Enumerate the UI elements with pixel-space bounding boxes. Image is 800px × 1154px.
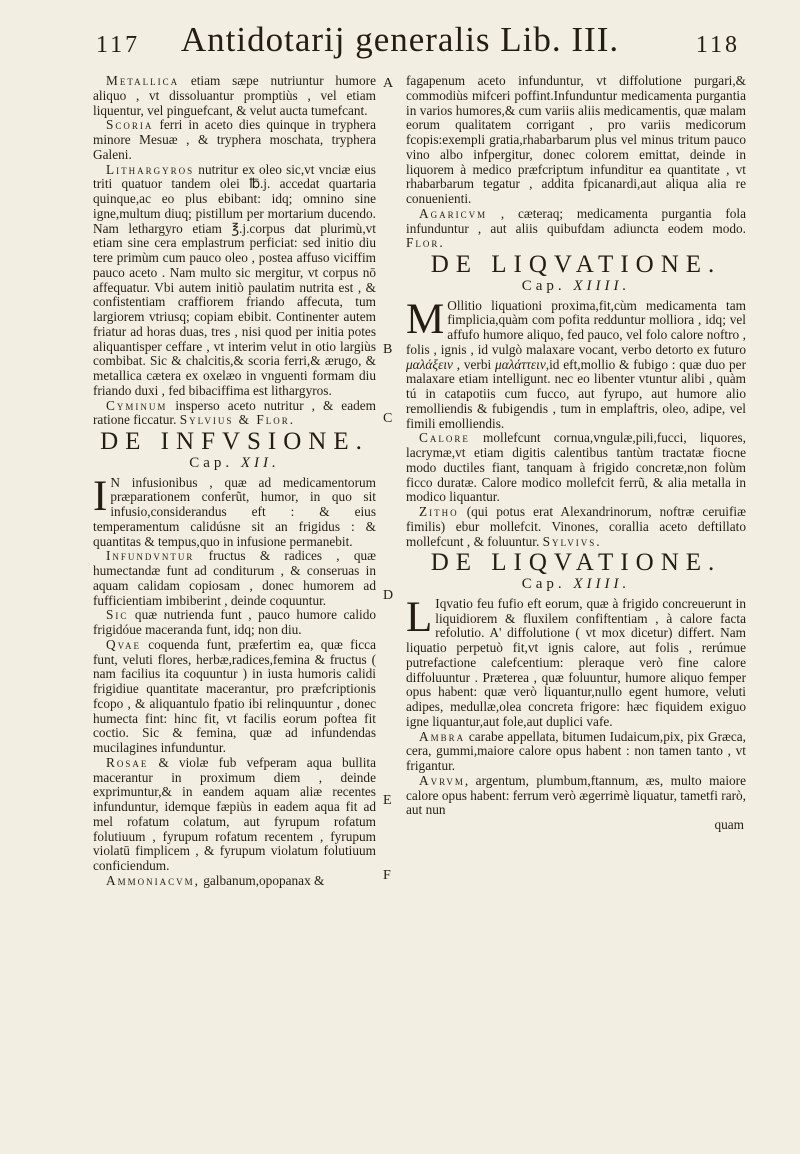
- lead-word: Agaricvm: [419, 205, 488, 221]
- section-heading-infusione: DE INFVSIONE.: [100, 428, 369, 455]
- paragraph-liquatio: [406, 593, 746, 730]
- running-title: Antidotarij generalis Lib. III.: [180, 20, 620, 59]
- paragraph-zitho: [406, 505, 746, 549]
- paragraph-rosae: [93, 756, 376, 874]
- margin-letter-a: A: [383, 76, 394, 91]
- greek-word: μαλάττειν: [495, 356, 546, 372]
- greek-word: μαλάξειν: [406, 356, 453, 372]
- paragraph-text: carabe appellata, bitumen Iudaicum,pix, pix Græca, cera, gummi,maiore calore opus habent : non tamen tanto , vt frigantur.: [406, 728, 746, 773]
- paragraph-agaricum: [406, 207, 746, 251]
- paragraph-text: N infusionibus , quæ ad medicamentorum præparationem conferũt, humor, in quo sit infusio,considerandus eft : & eius temperamentum calidúsne sit an frigidus : & quantitas & tempus,quo in infusione permanebit.: [93, 474, 376, 549]
- chapter-word: Cap.: [521, 576, 566, 592]
- paragraph-text: , verbi: [452, 356, 496, 372]
- paragraph-text: Iqvatio feu fufio eft eorum, quæ à frigido concreuerunt in liquidiorem & fluxilem confiftentiam , à calore facta refolutio. A' diffolutione ( vt mox dicetur) differt. Nam liquatio perpetuò fit,vt ignis calore, aut folis , rerúmue putrefactione calefcentium: pleraque verò fine calore diffoluuntur . Præterea , quæ foluuntur, humore aliquo femper opus habent: quæ verò liquantur,nullo egent humore, veluti adipes, medullæ,olea concreta frigore: hæc fiquidem exiguo igne liquantur,aut fole,aut duplici vafe.: [406, 595, 746, 729]
- paragraph-text: Ollitio liquationi proxima,fit,cùm medicamenta tam fimplicia,quàm com pofita redduntur molliora , idq; vel affufo humore aliquo, fed pauco, vel folo calore noftro , folis , ignis , id vulgò malaxare vocant, verbo detorto ex futuro: [406, 297, 746, 357]
- author-attribution: Sylvius & Flor.: [179, 412, 296, 428]
- paragraph-text: & violæ fub vefperam aqua bullita macerantur in proximum diem , deinde exprimuntur,& in eandem aquam aliæ recentes infunduntur, idemque fæpiùs in eadem aqua fit ad mel rofatum colatum, aut fyrupum rofatum folutiuum , fyrupum rofatum recentem , fyrupum violatū fimplicem , & fyrupum violatum folutiuum conficiendum.: [93, 754, 376, 873]
- margin-letter-e: E: [383, 793, 392, 808]
- lead-word: Qvae: [106, 636, 141, 652]
- chapter-number: XII.: [240, 454, 280, 471]
- right-page-number: 118: [695, 32, 740, 58]
- paragraph-calore: [406, 431, 746, 505]
- lead-word: Metallica: [106, 73, 180, 88]
- margin-letter-f: F: [383, 868, 391, 883]
- section-heading-mollitione: DE LIQVATIONE.: [430, 251, 722, 278]
- paragraph-text: ,id eft,mollio & fubigo : quæ duo per malaxare etiam intelligunt. nec eo libenter vtuntur alibi , quàm tú in catapotiis cum fucco, aut fyrupo, aut humore alio remolliendis & fubigendis , tum in emplaftris, oleo, adipe, vel fimili emolliendis.: [406, 356, 746, 431]
- paragraph-text: nutritur ex oleo sic,vt vnciæ eius triti quatuor tandem olei ℔.j. accedat quartaria quinque,ac eo plus ebibant: idq; omnino sine igne,multum diuq; pistillum per mortarium ducendo. Nam lethargyro etiam ℥.j.corpus dat plurimù,vt etiam sine cera emplastrum perficiat: sed initio diu tere primùm cum pauco oleo , postea affuso viciffim pauco aceto . Nam multo sic mergitur, vt corpus nō affequatur. Vbi autem initiò paulatim nutrita est , & confistentiam craffiorem friando affecuta, tum largiorem vtriusq; copiam ebibit. Continenter autem friatur ad horas duas, tres , nisi quod per initia potes aliquantisper ceffare , vt interim velut in otio largiùs combibat. Sic & chalcitis,& scoria ferri,& ærugo, & metallica cætera ex oxelæo in vnguenti formam diu friando duxi , fed bibaciffima est lithargyros.: [93, 161, 376, 398]
- chapter-label: [406, 279, 746, 294]
- paragraph-infusionibus: [93, 472, 376, 550]
- paragraph-text: mollefcunt cornua,vngulæ,pili,fucci, liquores, lacrymæ,vt etiam digitis calentibus tantùm tractatæ fiocne modo ductiles fiant, tanquam à frigido concretæ,non folùm ficco duratæ. Calore modico mollefcit ferrũ, & alia metalla in modico liquantur.: [406, 430, 746, 505]
- left-column: [93, 74, 376, 889]
- paragraph-text: quæ nutrienda funt , pauco humore calido frigidóue maceranda funt, idq; non diu.: [93, 607, 376, 637]
- paragraph-text: etiam sæpe nutriuntur humore aliquo , vt dissoluantur promptiùs , vel etiam liquentur, vel pinguefcant, & velut aucta tumefcant.: [93, 73, 376, 118]
- running-head: [0, 12, 800, 64]
- paragraph-sagapenum: [406, 74, 746, 207]
- paragraph-text: galbanum,opopanax &: [199, 872, 325, 888]
- margin-letter-c: C: [383, 411, 393, 426]
- margin-letter-b: B: [383, 342, 393, 357]
- paragraph-sic: [93, 608, 376, 638]
- lead-word: Ambra: [419, 728, 466, 744]
- chapter-label: [406, 577, 746, 592]
- paragraph-mollitio: [406, 295, 746, 432]
- left-page-number: 117: [96, 32, 141, 58]
- paragraph-text: ferri in aceto dies quinque in tryphera minore Mesuæ , & tryphera moschata, tryphera Galeni.: [93, 117, 376, 162]
- paragraph-quae: [93, 638, 376, 756]
- lead-word: Zitho: [419, 504, 459, 519]
- drop-cap: M: [406, 295, 445, 343]
- paragraph-text: (qui potus erat Alexandrinorum, noftræ ceruifiæ fimilis) ebur mollefcit. Vinones, corallia aceto deftillato mollefcunt , & foluuntur.: [406, 504, 746, 549]
- lead-word: Scoria: [106, 117, 154, 133]
- lead-word: Rosae: [106, 754, 149, 770]
- catchword: quam: [714, 817, 744, 832]
- lead-word: Ammoniacvm,: [106, 872, 200, 888]
- paragraph-text: , argentum, plumbum,ftannum, æs, multo maiore calore opus habent: ferrum verò ægerrimè liquatur, tametfi rarò, aut nun: [406, 772, 746, 818]
- chapter-number: XIIII.: [573, 277, 631, 294]
- author-attribution: Flor.: [406, 235, 445, 251]
- lead-word: Calore: [419, 430, 470, 446]
- paragraph-text: coquenda funt, præfertim ea, quæ ficca funt, veluti flores, herbæ,radices,femina & fructus ( nam facilius ita coquuntur ) in iusta humoris calidi frigidiue quantitate macerantur, pro præfcriptionis fcopo , & aliquantulo fpatio ibi relinquuntur , donec humecta fint: hinc fit, vt facilis eorum poftea fit coctio. Sic & femina, quæ ad infundendas mucilagines infunduntur.: [93, 636, 376, 755]
- right-column: [406, 74, 746, 833]
- lead-word: Sic: [106, 607, 129, 623]
- paragraph-aurum: [406, 774, 746, 818]
- paragraph-text: fagapenum aceto infunduntur, vt diffolutione purgari,& commodiùs mifceri poffint.Infunduntur medicamenta purgantia in varios humores,& cum variis aliis medicamentis, quæ malam eorum qualitatem corrigant , pro variis medicorum fcopis:exempli gratia,rhabarbarum plus vel minus tritum pauco vino albo infpergitur, donec colorem emittat, deinde in liquorem à medico præfcriptum infunditur ea quantitate , vt rhabarbarum tegatur , addita fpicanardi,aut aliqua alia re conuenienti.: [406, 73, 746, 206]
- lead-word: Lithargyros: [106, 161, 195, 177]
- paragraph-ammoniacum: [93, 874, 376, 889]
- lead-word: Avrvm: [419, 772, 465, 788]
- paragraph-text: inspersо aceto nutritur , & eadem ratione ficcatur.: [93, 397, 376, 428]
- margin-letter-d: D: [383, 588, 394, 603]
- paragraph-text: fructus & radices , quæ humectandæ funt ad conditurum , & conseruas in aquam calidam copiosam , donec humorem ad fufficientiam imbiberint , deinde coquuntur.: [93, 548, 376, 608]
- chapter-word: Cap.: [521, 277, 566, 294]
- paragraph-scoria: [93, 118, 376, 162]
- chapter-word: Cap.: [189, 454, 234, 471]
- paragraph-ambra: [406, 730, 746, 774]
- drop-cap: L: [406, 593, 433, 641]
- section-heading-liquatione: DE LIQVATIONE.: [430, 549, 722, 577]
- chapter-label: [93, 456, 376, 471]
- lead-word: Infundvntur: [106, 548, 195, 564]
- author-attribution: Sylvivs.: [542, 533, 602, 549]
- paragraph-text: , cæteraq; medicamenta purgantia fola infunduntur , aut aliis quibufdam adiuncta eodem modo.: [406, 205, 746, 236]
- paragraph-lithargyros: [93, 163, 376, 399]
- paragraph-cyminum: [93, 399, 376, 429]
- paragraph-infunduntur: [93, 549, 376, 608]
- drop-cap: I: [93, 472, 108, 520]
- chapter-number: XIIII.: [573, 576, 631, 592]
- paragraph-metallica: [93, 74, 376, 118]
- lead-word: Cyminum: [106, 397, 168, 413]
